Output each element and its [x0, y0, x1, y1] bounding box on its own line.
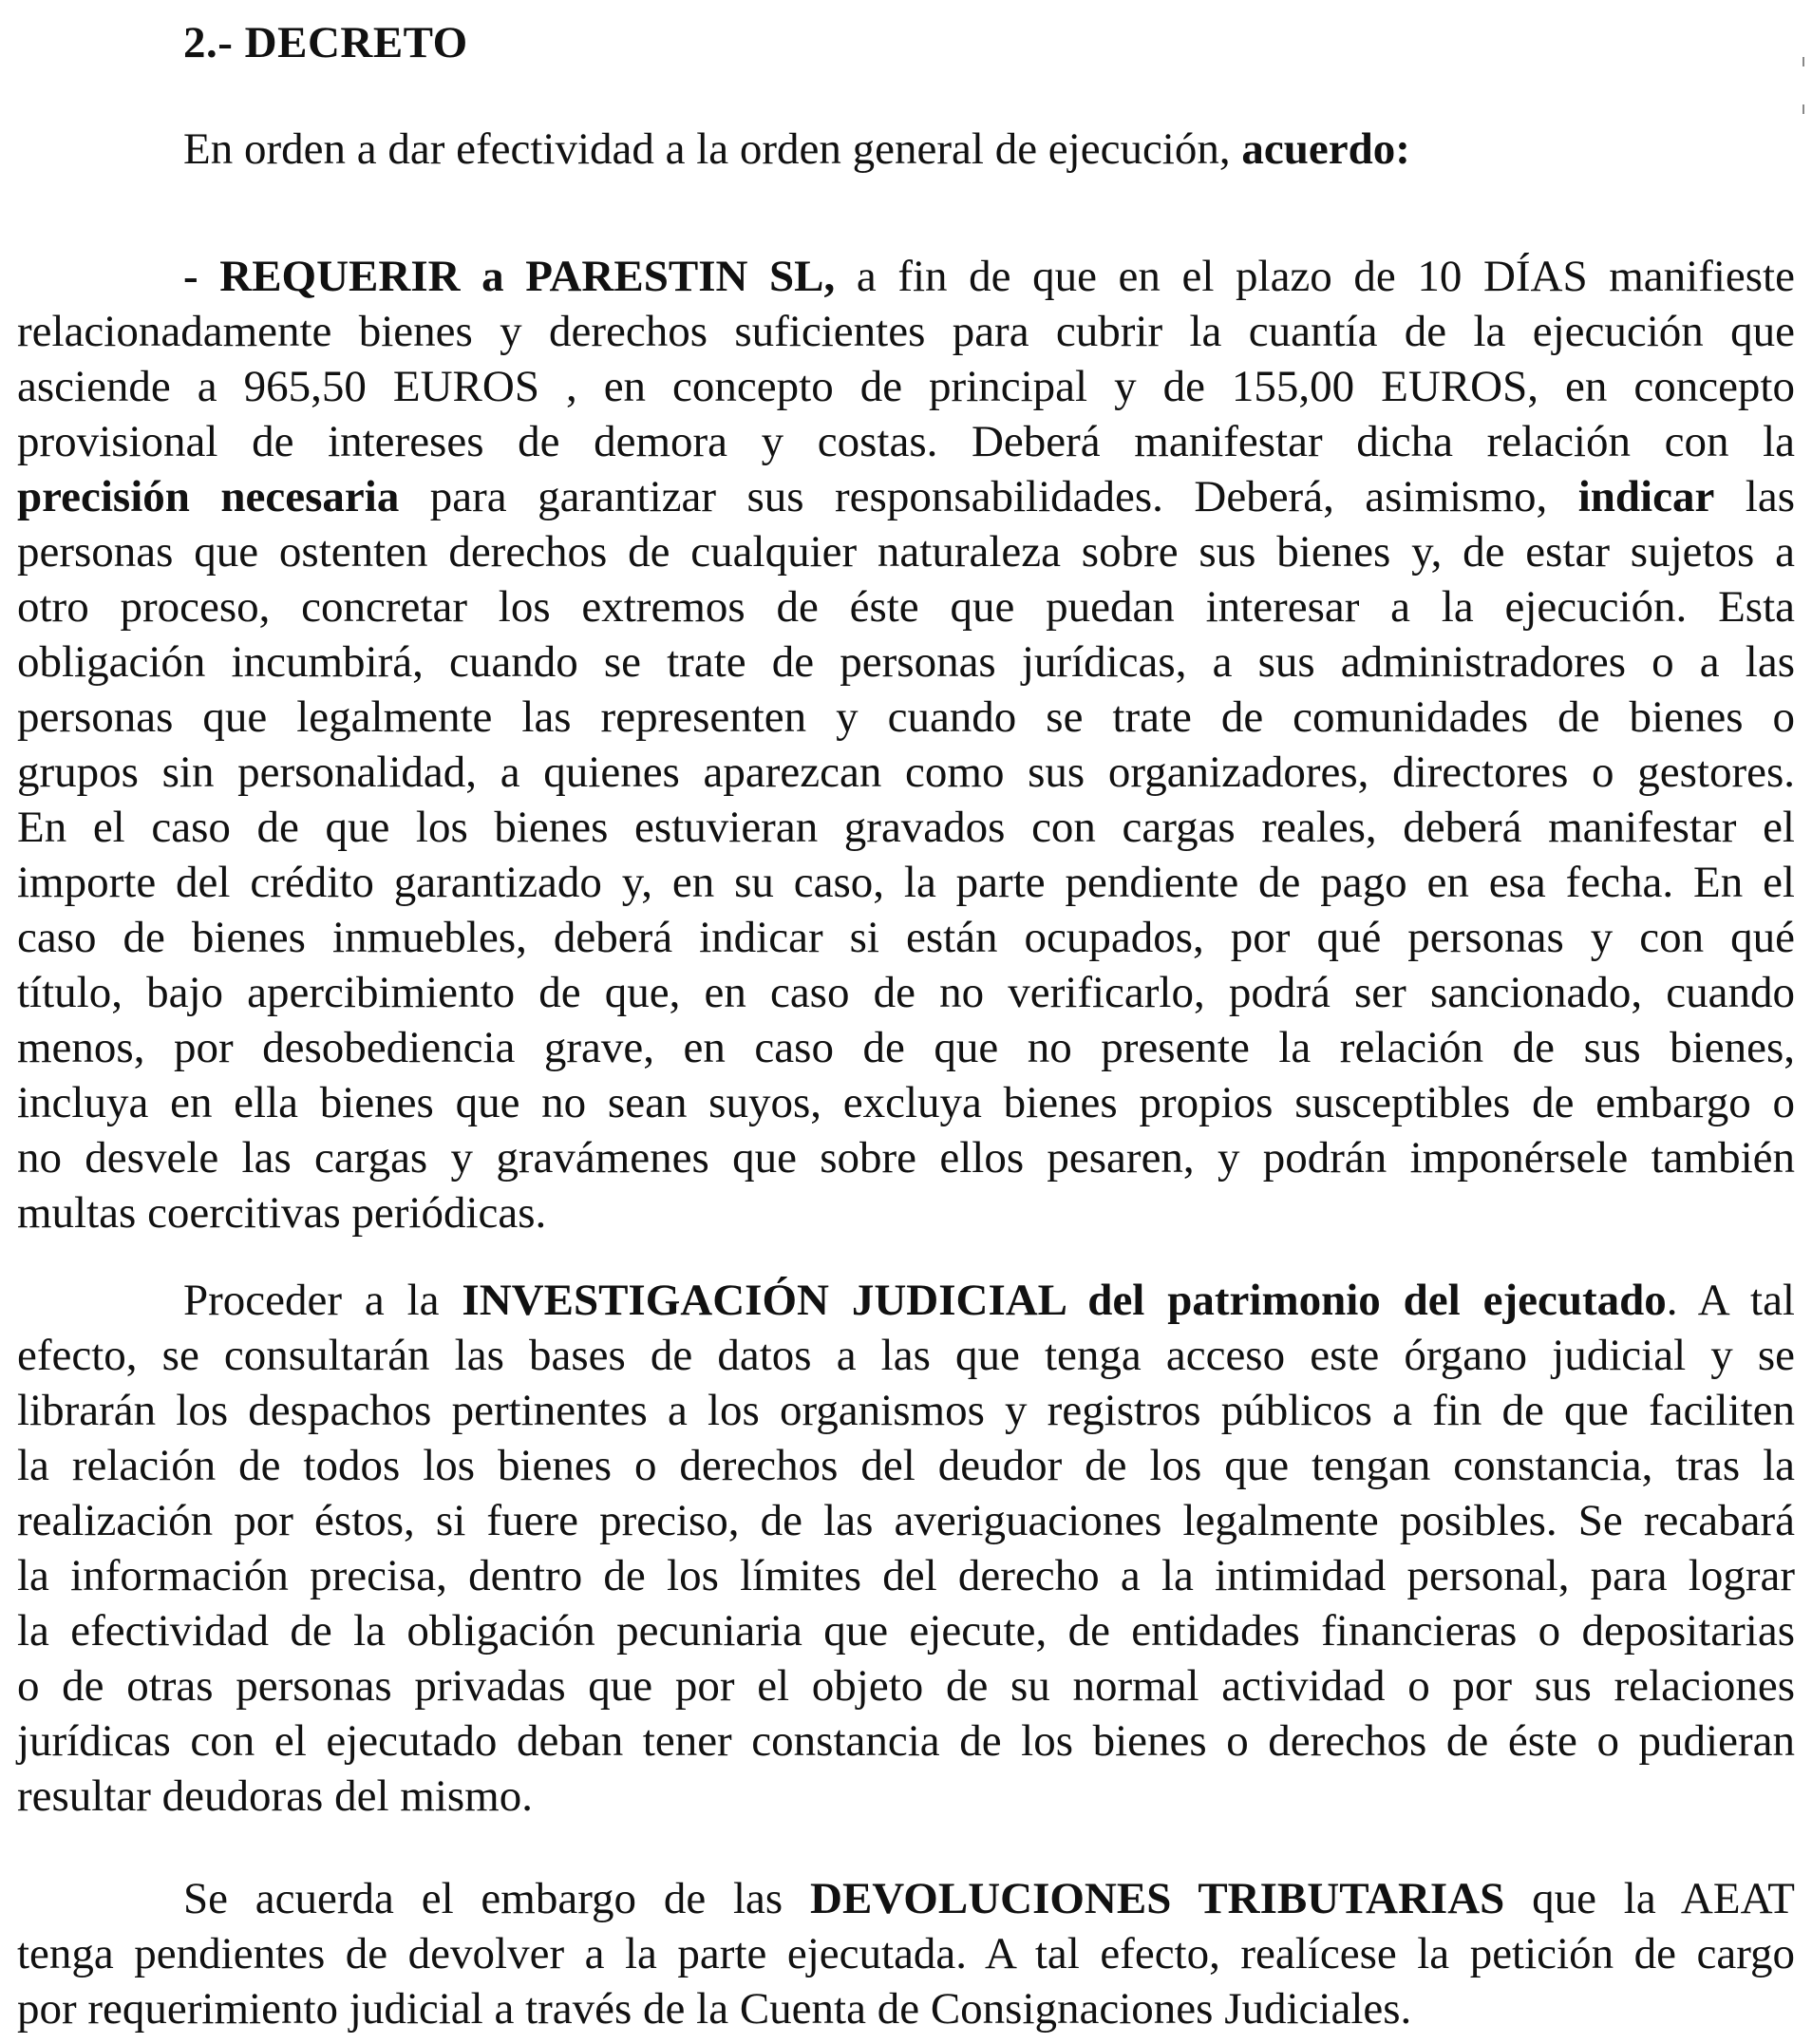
paragraph-line: provisional de intereses de demora y costas. Deberá manifestar dicha relación con la	[17, 417, 1795, 466]
paragraph-line: la relación de todos los bienes o derechos del deudor de los que tengan constancia, tras la	[17, 1441, 1795, 1490]
paragraph-line: caso de bienes inmuebles, deberá indicar si están ocupados, por qué personas y con qué	[17, 913, 1795, 962]
paragraph-line: relacionadamente bienes y derechos suficientes para cubrir la cuantía de la ejecución que	[17, 307, 1795, 356]
paragraph-line: efecto, se consultarán las bases de datos a las que tenga acceso este órgano judicial y se	[17, 1331, 1795, 1380]
paragraph-line: multas coercitivas periódicas.	[17, 1188, 547, 1238]
intro-text: En orden a dar efectividad a la orden general de ejecución,	[183, 124, 1242, 174]
scan-margin-marks	[1801, 57, 1806, 171]
paragraph-line: menos, por desobediencia grave, en caso de que no presente la relación de sus bienes,	[17, 1023, 1795, 1072]
indicar-bold: indicar	[1577, 472, 1715, 521]
paragraph-line: realización por éstos, si fuere preciso, de las averiguaciones legalmente posibles. Se recabará	[17, 1496, 1795, 1545]
paragraph-line: incluya en ella bienes que no sean suyos, excluya bienes propios susceptibles de embargo o	[17, 1078, 1795, 1127]
paragraph-line: tenga pendientes de devolver a la parte ejecutada. A tal efecto, realícese la petición de cargo	[17, 1929, 1795, 1978]
paragraph-line: personas que legalmente las representen y cuando se trate de comunidades de bienes o	[17, 692, 1795, 742]
paragraph-line: Proceder a la INVESTIGACIÓN JUDICIAL del patrimonio del ejecutado. A tal	[183, 1276, 1795, 1325]
precision-bold: precisión necesaria	[17, 472, 400, 521]
paragraph-line: obligación incumbirá, cuando se trate de personas jurídicas, a sus administradores o a las	[17, 637, 1795, 687]
paragraph-line: la información precisa, dentro de los límites del derecho a la intimidad personal, para lograr	[17, 1551, 1795, 1600]
paragraph-line: librarán los despachos pertinentes a los organismos y registros públicos a fin de que faciliten	[17, 1386, 1795, 1435]
paragraph-line: jurídicas con el ejecutado deban tener constancia de los bienes o derechos de éste o pudieran	[17, 1716, 1795, 1766]
paragraph-requerir	[17, 249, 1795, 1240]
paragraph-line: - REQUERIR a PARESTIN SL, a fin de que en el plazo de 10 DÍAS manifieste	[183, 252, 1795, 301]
section-heading: 2.- DECRETO	[183, 18, 468, 67]
devoluciones-bold: DEVOLUCIONES TRIBUTARIAS	[810, 1874, 1505, 1923]
paragraph-devoluciones	[17, 1871, 1795, 2036]
paragraph-line: Se acuerda el embargo de las DEVOLUCIONES TRIBUTARIAS que la AEAT	[183, 1874, 1796, 1923]
requerir-bold: - REQUERIR a PARESTIN SL,	[183, 252, 836, 301]
paragraph-line: importe del crédito garantizado y, en su caso, la parte pendiente de pago en esa fecha. En el	[17, 858, 1795, 907]
paragraph-line: o de otras personas privadas que por el objeto de su normal actividad o por sus relaciones	[17, 1661, 1795, 1711]
intro-bold: acuerdo:	[1241, 124, 1410, 174]
intro-line	[183, 123, 1410, 175]
paragraph-line: título, bajo apercibimiento de que, en caso de no verificarlo, podrá ser sancionado, cuando	[17, 968, 1795, 1017]
paragraph-line: asciende a 965,50 EUROS , en concepto de principal y de 155,00 EUROS, en concepto	[17, 362, 1795, 411]
paragraph-investigacion	[17, 1273, 1795, 1824]
paragraph-line: por requerimiento judicial a través de la Cuenta de Consignaciones Judiciales.	[17, 1984, 1412, 2034]
paragraph-line: precisión necesaria para garantizar sus responsabilidades. Deberá, asimismo, indicar las	[17, 472, 1795, 521]
paragraph-line: En el caso de que los bienes estuvieran gravados con cargas reales, deberá manifestar el	[17, 803, 1795, 852]
paragraph-line: otro proceso, concretar los extremos de éste que puedan interesar a la ejecución. Esta	[17, 582, 1795, 632]
paragraph-line: resultar deudoras del mismo.	[17, 1771, 533, 1821]
paragraph-line: la efectividad de la obligación pecuniaria que ejecute, de entidades financieras o depositarias	[17, 1606, 1795, 1656]
paragraph-line: no desvele las cargas y gravámenes que sobre ellos pesaren, y podrán imponérsele también	[17, 1133, 1795, 1183]
paragraph-line: grupos sin personalidad, a quienes aparezcan como sus organizadores, directores o gestores.	[17, 748, 1795, 797]
investigacion-bold: INVESTIGACIÓN JUDICIAL del patrimonio del ejecutado	[462, 1276, 1667, 1325]
paragraph-line: personas que ostenten derechos de cualquier naturaleza sobre sus bienes y, de estar sujetos a	[17, 527, 1795, 577]
